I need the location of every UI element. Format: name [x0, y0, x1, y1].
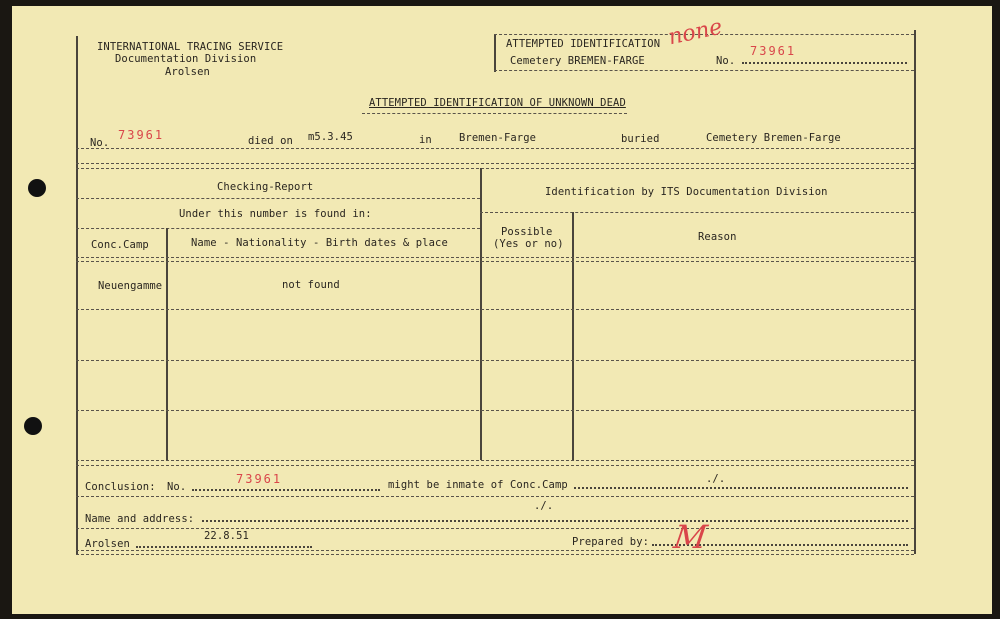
checking-title: Checking-Report: [217, 181, 314, 193]
conclusion-inmate-value: ./.: [706, 473, 726, 485]
record-in-label: in: [419, 134, 432, 146]
footer-date: 22.8.51: [204, 530, 249, 542]
record-no-label: No.: [90, 137, 110, 149]
record-rule: [76, 148, 914, 149]
header-no-label: No.: [716, 55, 736, 67]
conclusion-no-label: No.: [167, 481, 187, 493]
conclusion-rule: [76, 496, 914, 497]
row-rule-2: [76, 360, 914, 361]
punch-hole-top: [28, 179, 46, 197]
header-cemetery: Cemetery BREMEN-FARGE: [510, 55, 645, 67]
table-divider-possible: [572, 212, 574, 460]
table-top-1: [76, 163, 914, 164]
record-buried-place: Cemetery Bremen-Farge: [706, 132, 841, 144]
issuer-line-3: Arolsen: [165, 66, 210, 78]
column-header-name: Name - Nationality - Birth dates & place: [191, 237, 448, 249]
conclusion-no-dots: [192, 489, 380, 491]
table-header-rule-2: [76, 261, 914, 262]
conclusion-inmate-label: might be inmate of Conc.Camp: [388, 479, 568, 491]
row-rule-3: [76, 410, 914, 411]
table-bottom-2: [76, 465, 914, 466]
checking-rule-2: [76, 228, 480, 229]
row-rule-1: [76, 309, 914, 310]
handwritten-note: none: [665, 14, 725, 51]
issuer-line-2: Documentation Division: [115, 53, 257, 65]
title-rule: [362, 113, 627, 114]
column-header-reason: Reason: [698, 231, 737, 243]
footer-date-dots: [136, 546, 312, 548]
identification-rule: [480, 212, 914, 213]
column-header-possible-2: (Yes or no): [493, 238, 564, 250]
checking-rule-1: [76, 198, 480, 199]
record-died-value: m5.3.45: [308, 131, 353, 143]
record-died-label: died on: [248, 135, 293, 147]
record-buried-label: buried: [621, 133, 660, 145]
header-box-bottom: [494, 70, 914, 71]
header-no-dots: [742, 62, 907, 64]
name-address-label: Name and address:: [85, 513, 195, 525]
index-card: [12, 6, 992, 614]
table-divider-camp: [166, 228, 168, 460]
footer-place: Arolsen: [85, 538, 130, 550]
record-number: 73961: [118, 128, 165, 142]
frame-bottom-2: [76, 554, 914, 555]
identification-title: Identification by ITS Documentation Division: [545, 186, 828, 198]
header-number: 73961: [750, 44, 797, 58]
signature: M: [671, 518, 710, 556]
checking-subtitle: Under this number is found in:: [179, 208, 372, 220]
table-top-2: [76, 168, 914, 169]
main-title: ATTEMPTED IDENTIFICATION OF UNKNOWN DEAD: [369, 97, 626, 109]
prepared-label: Prepared by:: [572, 536, 650, 548]
frame-bottom-1: [76, 550, 914, 551]
frame-left: [76, 36, 78, 554]
table-bottom-1: [76, 460, 914, 461]
conclusion-label: Conclusion:: [85, 481, 156, 493]
record-place: Bremen-Farge: [459, 132, 537, 144]
name-address-dots: [202, 520, 908, 522]
issuer-line-1: INTERNATIONAL TRACING SERVICE: [97, 41, 284, 53]
row-camp: Neuengamme: [98, 280, 163, 292]
column-header-camp: Conc.Camp: [91, 239, 149, 251]
conclusion-number: 73961: [236, 472, 283, 486]
frame-right: [914, 30, 916, 554]
column-header-possible-1: Possible: [501, 226, 553, 238]
name-address-rule: [76, 528, 914, 529]
header-box-left: [494, 34, 496, 72]
punch-hole-bottom: [24, 417, 42, 435]
header-title: ATTEMPTED IDENTIFICATION: [506, 38, 661, 50]
row-name: not found: [282, 279, 340, 291]
conclusion-inmate-dots: [574, 487, 908, 489]
table-header-rule-1: [76, 257, 914, 258]
name-address-value: ./.: [534, 500, 554, 512]
